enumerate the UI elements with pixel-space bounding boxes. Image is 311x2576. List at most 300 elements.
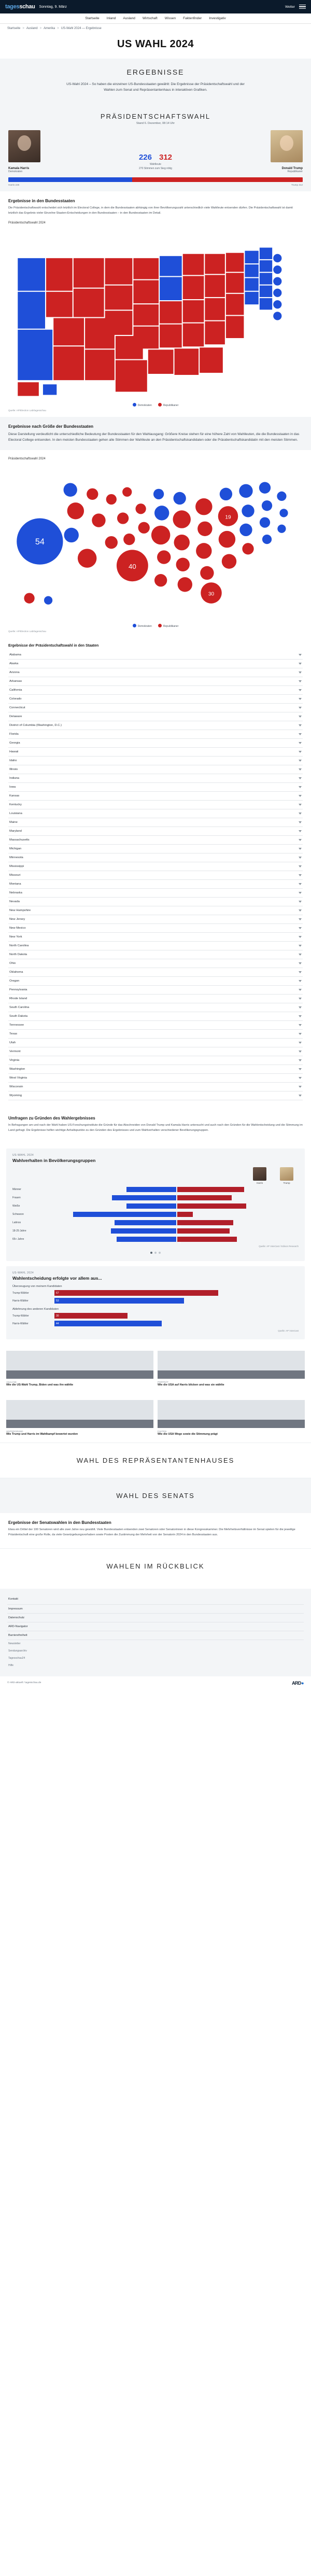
chevron-down-icon	[299, 945, 302, 947]
state-label: New Hampshire	[9, 908, 31, 912]
states-accordion-title: Ergebnisse der Präsidentschaftswahl in den Staaten	[8, 643, 99, 648]
chart1-row-2	[12, 1203, 299, 1209]
state-row-hawaii[interactable]	[8, 748, 303, 757]
site-footer	[0, 1589, 311, 1676]
state-row-indiana[interactable]	[8, 774, 303, 783]
chevron-down-icon	[299, 962, 302, 964]
chart2-cat-3: Harris-Wähler	[12, 1322, 29, 1325]
chart1-val-t-5: 43	[178, 1233, 181, 1236]
state-label: Kentucky	[9, 803, 22, 806]
teaser-kicker-2: HINTERGRUND	[6, 1430, 23, 1433]
state-row-missouri[interactable]	[8, 871, 303, 880]
breadcrumb-item-1[interactable]: Ausland	[26, 27, 38, 30]
chart1-candidate-headers	[12, 1167, 299, 1184]
state-label: Pennsylvania	[9, 988, 27, 991]
carousel-dot-2[interactable]	[154, 1252, 157, 1254]
chevron-down-icon	[299, 830, 302, 832]
state-row-michigan[interactable]	[8, 845, 303, 853]
chevron-down-icon	[299, 1015, 302, 1017]
teaser-card-1[interactable]	[158, 1351, 305, 1388]
senate-results-title: Ergebnisse der Senatswahlen in den Bundesstaaten	[8, 1520, 111, 1525]
footer-link-label: Kontakt	[8, 1597, 18, 1601]
state-row-rhode-island[interactable]	[8, 995, 303, 1003]
footer-link-0[interactable]	[7, 1594, 304, 1605]
chart1-val-h-1: 53	[112, 1199, 116, 1202]
harris-portrait-image	[8, 130, 40, 162]
state-row-south-carolina[interactable]	[8, 1003, 303, 1012]
chevron-down-icon	[299, 1068, 302, 1070]
bar-label-left: Harris 226	[8, 184, 20, 187]
chart-vote-motivation	[6, 1266, 305, 1339]
state-row-kentucky[interactable]	[8, 801, 303, 809]
state-row-new-mexico[interactable]	[8, 924, 303, 933]
chart2-val-2: 30	[56, 1314, 59, 1318]
carousel-dot-3[interactable]	[159, 1252, 161, 1254]
footer-bottom-bar	[0, 1676, 311, 1690]
state-label: Louisiana	[9, 811, 22, 815]
chart1-val-t-0: 55	[178, 1191, 181, 1194]
state-row-north-carolina[interactable]	[8, 942, 303, 950]
teaser-title-3[interactable]: Wie die USA Wege sowie die Stimmung prägt	[158, 1432, 218, 1436]
teaser-grid-row-1	[0, 1345, 311, 1394]
elector-share-bar	[8, 177, 303, 182]
senate-results-section	[0, 1513, 311, 1548]
state-label: Alabama	[9, 653, 21, 656]
state-label: Alaska	[9, 662, 19, 665]
harris-elector-count: 226	[138, 153, 152, 162]
svg-text:19: 19	[225, 514, 231, 521]
state-label: Washington	[9, 1067, 25, 1071]
chart1-bars-6	[55, 1236, 299, 1242]
map1-label: Präsidentschaftswahl 2024	[8, 221, 46, 225]
tagesschau-logo[interactable]	[5, 4, 35, 10]
teaser-kicker-3: FAKTEN	[158, 1430, 167, 1433]
footer-sublink-2[interactable]: Tagesschau24	[8, 1656, 25, 1660]
polls-intro-text: In Befragungen am und nach der Wahl haben US-Forschungsinstitute die Gründe für das Abschneiden von Donald Trump und Kamala Harris untersucht und auch nach den Gründen für die Wahlentscheidung und die Stimmung im Land gefragt. Die Ergebnisse helfen wichtige Anhaltspunkte zu den Gründen des Ergebnisses und zum Wahlverhalten verschiedener Bevölkerungsgruppen.	[8, 1123, 303, 1132]
state-row-delaware[interactable]	[8, 712, 303, 721]
state-label: Arkansas	[9, 679, 22, 683]
state-row-wyoming[interactable]	[8, 1091, 303, 1100]
legend-republican-label: Republikaner	[163, 404, 179, 408]
header-date-status: Sonntag, 9. März	[39, 5, 67, 9]
us-cartogram-map[interactable]	[8, 463, 303, 620]
state-label: Nebraska	[9, 891, 22, 894]
chevron-down-icon	[299, 892, 302, 894]
teaser-thumb-0	[6, 1351, 153, 1379]
state-row-nebraska[interactable]	[8, 889, 303, 898]
legend-republican	[158, 403, 178, 407]
state-label: Delaware	[9, 715, 22, 718]
carousel-dot-1[interactable]	[150, 1252, 152, 1254]
map1-source: Quelle: AP/Election Lab/tagesschau	[8, 409, 47, 412]
results-intro-text: US-Wahl 2024 – So haben die einzelnen US-Bundesstaaten gewählt: Die Ergebnisse der Präsidentschaftswahl und der Wahlen zum Senat und Repräsentantenhaus in interaktiven Grafiken.	[66, 82, 245, 92]
state-label: Maryland	[9, 829, 22, 833]
state-row-oregon[interactable]	[8, 977, 303, 986]
elector-numbers	[76, 153, 235, 162]
chevron-down-icon	[299, 1077, 302, 1079]
chart2-track-3	[54, 1321, 299, 1326]
main-navigation	[0, 13, 311, 24]
polls-intro-section	[0, 1109, 311, 1144]
nav-item-6[interactable]: Investigativ	[209, 17, 226, 20]
state-row-maine[interactable]	[8, 818, 303, 827]
legend-democrat-label: Demokraten	[137, 404, 152, 408]
chart1-harris-name: Harris	[256, 1182, 263, 1185]
chart2-track-2	[54, 1313, 299, 1319]
chart1-row-0	[12, 1186, 299, 1192]
footer-link-label: Barrierefreiheit	[8, 1633, 27, 1637]
state-row-idaho[interactable]	[8, 757, 303, 765]
state-label: Utah	[9, 1041, 16, 1044]
state-label: Tennessee	[9, 1023, 24, 1027]
bar-label-right: Trump 312	[291, 184, 303, 187]
nav-item-2[interactable]: Ausland	[123, 17, 135, 20]
legend2-republican	[158, 624, 178, 628]
results-heading: ERGEBNISSE	[126, 68, 185, 76]
chart1-val-h-6: 49	[118, 1241, 121, 1244]
chart1-cat-5: 18-29 Jahre	[12, 1229, 26, 1233]
ard-logo-dot: ●	[301, 1680, 304, 1686]
legend-democrat	[133, 403, 152, 407]
candidate-right	[235, 130, 303, 173]
page-title: US WAHL 2024	[117, 38, 194, 50]
results-intro-section	[0, 59, 311, 104]
svg-text:30: 30	[208, 592, 215, 598]
chevron-down-icon	[299, 689, 302, 691]
state-row-minnesota[interactable]	[8, 853, 303, 862]
breadcrumb-sep-1: >	[39, 27, 42, 30]
chevron-down-icon	[299, 777, 302, 779]
chevron-down-icon	[299, 883, 302, 885]
candidate-right-party: Republikaner	[287, 170, 303, 174]
state-label: North Dakota	[9, 953, 27, 956]
us-choropleth-map[interactable]	[8, 227, 303, 400]
chevron-down-icon	[299, 821, 302, 823]
presidential-heading: PRÄSIDENTSCHAFTSWAHL	[100, 113, 211, 121]
chart1-val-h-0: 41	[128, 1191, 131, 1194]
teaser-title-1[interactable]: Wie die USA auf Harris blicken und was sie wählte	[158, 1383, 224, 1387]
state-row-new-hampshire[interactable]	[8, 906, 303, 915]
chevron-down-icon	[299, 1086, 302, 1088]
chart1-val-t-4: 46	[178, 1224, 181, 1227]
chevron-down-icon	[299, 980, 302, 982]
nav-item-0[interactable]: Startseite	[85, 17, 100, 20]
chevron-down-icon	[299, 724, 302, 726]
state-row-west-virginia[interactable]	[8, 1074, 303, 1083]
chart2-bar-2	[54, 1313, 128, 1319]
copyright-text: © ARD-aktuell / tagesschau.de	[7, 1682, 41, 1685]
breadcrumb-sep-2: >	[57, 27, 59, 30]
nav-item-1[interactable]: Inland	[106, 17, 116, 20]
chevron-down-icon	[299, 954, 302, 956]
state-label: Missouri	[9, 873, 21, 877]
ard-logo-text: ARD	[292, 1680, 302, 1686]
chart1-val-t-6: 49	[178, 1241, 181, 1244]
chart1-row-3	[12, 1211, 299, 1217]
breadcrumb-sep-0: >	[22, 27, 24, 30]
state-label: New Jersey	[9, 917, 25, 921]
chevron-down-icon	[299, 733, 302, 735]
state-row-wisconsin[interactable]	[8, 1083, 303, 1091]
map2-label: Präsidentschaftswahl 2024	[8, 457, 46, 461]
teaser-card-0[interactable]	[6, 1351, 153, 1388]
state-label: Ohio	[9, 961, 16, 965]
header-right-group	[285, 5, 306, 9]
state-row-arizona[interactable]	[8, 668, 303, 677]
state-row-alaska[interactable]	[8, 660, 303, 668]
trump-portrait-small	[280, 1167, 293, 1181]
state-label: Texas	[9, 1032, 18, 1035]
legend2-democrat	[133, 624, 152, 628]
chevron-down-icon	[299, 909, 302, 912]
senate-results-text: Etwa ein Drittel der 100 Senatoren wird alle zwei Jahre neu gewählt. Viele Bundesstaaten entsenden zwei Senatoren oder Senatorinnen in diese Kongresskammer. Die Mehrheitsverhältnisse im Senat spielen für die jeweilige Präsidentschaft eine große Rolle, da viele Gesetzgebungsvorhaben sowie Posten die Zustimmung der Mehrheit von der Senatorin 2024 in den Bundesstaaten aus.	[8, 1528, 295, 1537]
chart2-row-2	[12, 1313, 299, 1319]
state-label: District of Columbia (Washington, D.C.)	[9, 723, 62, 727]
electors-label: Wahlleute	[149, 163, 162, 166]
chart1-head-harris	[253, 1167, 266, 1184]
chart2-group1-label: Überzeugung von meinem Kandidaten	[12, 1285, 62, 1289]
review-banner: WAHLEN IM RÜCKBLICK	[0, 1548, 311, 1584]
footer-link-1[interactable]	[7, 1605, 304, 1614]
hamburger-icon[interactable]	[299, 5, 306, 9]
state-label: Vermont	[9, 1049, 21, 1053]
state-row-connecticut[interactable]	[8, 704, 303, 712]
state-row-utah[interactable]	[8, 1039, 303, 1047]
teaser-thumb-1	[158, 1351, 305, 1379]
chevron-down-icon	[299, 804, 302, 806]
state-label: California	[9, 688, 22, 692]
state-label: Kansas	[9, 794, 20, 797]
footer-link-label: ARD-Navigator	[8, 1625, 28, 1628]
footer-sublink-0[interactable]: Newsletter	[8, 1642, 21, 1645]
elector-counts	[76, 153, 235, 173]
state-label: Colorado	[9, 697, 22, 701]
state-label: Virginia	[9, 1058, 20, 1062]
candidate-left-party: Demokraten	[8, 170, 23, 174]
chevron-down-icon	[299, 936, 302, 938]
teaser-title-2[interactable]: Wie Trump und Harris im Wahlkampf bewertet wurden	[6, 1432, 78, 1436]
state-row-oklahoma[interactable]	[8, 968, 303, 977]
breadcrumb-item-2[interactable]: Amerika	[44, 27, 55, 30]
chart2-bar-3	[54, 1321, 162, 1326]
chart1-cat-2: Weiße	[12, 1204, 20, 1208]
state-row-north-dakota[interactable]	[8, 950, 303, 959]
map-section-cartogram	[0, 450, 311, 637]
chart1-bars-2	[55, 1203, 299, 1209]
map2-description: Diese Darstellung verdeutlicht die unterschiedliche Bedeutung der Bundesstaaten für den Wahlausgang: Größere Kreise stehen für eine höhere Zahl von Wahlleuten, die die Bundesstaaten in das Electoral College entsenden. In den meisten Bundesstaaten gehen alle Stimmen der Wahlleute an den Präsidentschaftskandidaten oder die Präsidentschaftskandidatin mit den meisten Stimmen.	[8, 432, 300, 442]
chevron-down-icon	[299, 1033, 302, 1035]
chart2-bar-0	[54, 1290, 218, 1296]
state-label: Wyoming	[9, 1094, 22, 1097]
chevron-down-icon	[299, 874, 302, 876]
state-row-florida[interactable]	[8, 730, 303, 739]
ard-logo[interactable]	[292, 1681, 304, 1686]
state-label: Hawaii	[9, 750, 19, 753]
state-label: Indiana	[9, 776, 20, 780]
teaser-thumb-2	[6, 1400, 153, 1428]
state-row-alabama[interactable]	[8, 651, 303, 660]
state-row-california[interactable]	[8, 686, 303, 695]
footer-link-2[interactable]	[7, 1614, 304, 1622]
chart1-cat-1: Frauen	[12, 1196, 21, 1199]
footer-link-label: Impressum	[8, 1607, 23, 1611]
chevron-down-icon	[299, 971, 302, 973]
state-row-tennessee[interactable]	[8, 1021, 303, 1030]
chevron-down-icon	[299, 1051, 302, 1053]
chevron-down-icon	[299, 1006, 302, 1009]
chevron-down-icon	[299, 760, 302, 762]
footer-sublink-1[interactable]: Sendungsarchiv	[8, 1649, 27, 1653]
presidential-timestamp: Stand 6. Dezember, 08:14 Uhr	[136, 122, 175, 125]
elector-bar-caption	[0, 182, 311, 191]
chart2-row-0	[12, 1290, 299, 1296]
chart2-row-1	[12, 1298, 299, 1304]
footer-link-4[interactable]	[7, 1631, 304, 1640]
weather-link[interactable]: Wetter	[285, 5, 295, 9]
breadcrumb	[0, 24, 311, 31]
trump-portrait-image	[271, 130, 303, 162]
chart1-bars-0	[55, 1186, 299, 1192]
teaser-kicker-0: ANALYSE	[6, 1381, 17, 1384]
chevron-down-icon	[299, 680, 302, 682]
state-row-arkansas[interactable]	[8, 677, 303, 686]
map2-title: Ergebnisse nach Größe der Bundesstaaten	[8, 424, 94, 429]
chevron-down-icon	[299, 698, 302, 700]
state-label: Iowa	[9, 785, 16, 789]
chart1-head-trump	[280, 1167, 293, 1184]
chart2-cat-1: Harris-Wähler	[12, 1299, 29, 1303]
legend2-democrat-label: Demokraten	[137, 624, 152, 628]
carousel-dots[interactable]	[12, 1252, 299, 1254]
chart1-cat-4: Latinos	[12, 1221, 21, 1224]
state-row-south-dakota[interactable]	[8, 1012, 303, 1021]
breadcrumb-item-0[interactable]: Startseite	[7, 27, 21, 30]
state-row-ohio[interactable]	[8, 959, 303, 968]
nav-item-4[interactable]: Wissen	[164, 17, 176, 20]
chart1-val-t-1: 45	[178, 1199, 181, 1202]
state-row-colorado[interactable]	[8, 695, 303, 704]
chevron-down-icon	[299, 989, 302, 991]
chevron-down-icon	[299, 901, 302, 903]
teaser-title-0[interactable]: Wie die US-Wahl Trump, Biden und was ihn wählte	[6, 1383, 74, 1387]
teaser-card-3[interactable]	[158, 1400, 305, 1437]
state-row-washington[interactable]	[8, 1065, 303, 1074]
chart2-source: Quelle: AP VoteCast	[278, 1329, 299, 1333]
state-label: New York	[9, 935, 22, 939]
state-label: Nevada	[9, 900, 20, 903]
chart1-trump-name: Trump	[283, 1182, 290, 1185]
chart1-cat-6: 65+ Jahre	[12, 1237, 24, 1241]
state-label: Rhode Island	[9, 997, 27, 1000]
trump-elector-count: 312	[159, 153, 173, 162]
chart1-val-h-4: 51	[115, 1224, 118, 1227]
state-row-new-jersey[interactable]	[8, 915, 303, 924]
state-label: South Carolina	[9, 1005, 30, 1009]
footer-link-label: Datenschutz	[8, 1616, 25, 1619]
chart1-bars-3	[55, 1211, 299, 1217]
state-row-montana[interactable]	[8, 880, 303, 889]
state-row-pennsylvania[interactable]	[8, 986, 303, 995]
state-label: Connecticut	[9, 706, 25, 709]
map2-source: Quelle: AP/Election Lab/tagesschau	[8, 629, 47, 633]
map-section-states	[0, 191, 311, 417]
state-row-maryland[interactable]	[8, 827, 303, 836]
chevron-down-icon	[299, 768, 302, 771]
candidate-right-name: Donald Trump	[281, 167, 303, 171]
state-row-mississippi[interactable]	[8, 862, 303, 871]
chevron-down-icon	[299, 707, 302, 709]
legend2-republican-label: Republikaner	[163, 624, 179, 628]
presidential-hero	[0, 104, 311, 191]
state-row-georgia[interactable]	[8, 739, 303, 748]
chart1-val-t-3: 13	[178, 1216, 181, 1219]
polls-heading: Umfragen zu Gründen des Wahlergebnisses	[8, 1115, 95, 1121]
svg-text:40: 40	[129, 563, 136, 571]
chevron-down-icon	[299, 786, 302, 788]
teaser-card-2[interactable]	[6, 1400, 153, 1437]
state-label: Illinois	[9, 767, 18, 771]
state-row-iowa[interactable]	[8, 783, 303, 792]
chart1-title: Wahlverhalten in Bevölkerungsgruppen	[12, 1158, 96, 1164]
map1-legend	[8, 403, 303, 407]
state-label: South Dakota	[9, 1014, 28, 1018]
chart1-row-4	[12, 1220, 299, 1225]
teaser-thumb-3	[158, 1400, 305, 1428]
state-label: Mississippi	[9, 864, 24, 868]
state-label: Oregon	[9, 979, 20, 983]
state-row-vermont[interactable]	[8, 1047, 303, 1056]
chart1-bars-1	[55, 1195, 299, 1200]
chart1-bars-5	[55, 1228, 299, 1234]
chevron-down-icon	[299, 865, 302, 867]
chevron-down-icon	[299, 1042, 302, 1044]
chevron-down-icon	[299, 795, 302, 797]
state-label: Minnesota	[9, 856, 23, 859]
state-row-massachusetts[interactable]	[8, 836, 303, 845]
state-row-kansas[interactable]	[8, 792, 303, 801]
teaser-kicker-1: PORTRÄT	[158, 1381, 168, 1384]
state-row-louisiana[interactable]	[8, 809, 303, 818]
candidate-left-name: Kamala Harris	[8, 167, 30, 171]
chevron-down-icon	[299, 857, 302, 859]
majority-note: 270 Stimmen zum Sieg nötig	[139, 167, 172, 171]
nav-item-3[interactable]: Wirtschaft	[142, 17, 158, 20]
footer-link-3[interactable]	[7, 1622, 304, 1631]
chart1-source: Quelle: AP VoteCast / Edison Research	[259, 1245, 299, 1248]
chart1-val-h-3: 85	[74, 1216, 77, 1219]
state-row-dc[interactable]	[8, 721, 303, 730]
senate-election-banner: WAHL DES SENATS	[0, 1478, 311, 1513]
state-row-new-york[interactable]	[8, 933, 303, 942]
chevron-down-icon	[299, 998, 302, 1000]
chevron-down-icon	[299, 927, 302, 929]
state-row-texas[interactable]	[8, 1030, 303, 1039]
elector-bar-democrat	[8, 177, 132, 182]
state-row-virginia[interactable]	[8, 1056, 303, 1065]
state-row-illinois[interactable]	[8, 765, 303, 774]
chevron-down-icon	[299, 663, 302, 665]
state-label: West Virginia	[9, 1076, 27, 1080]
nav-item-5[interactable]: Faktenfinder	[183, 17, 202, 20]
state-label: Montana	[9, 882, 21, 886]
chart2-val-0: 67	[56, 1291, 59, 1295]
map-section-cartogram-intro	[0, 417, 311, 450]
footer-sublink-3[interactable]: Hilfe	[8, 1663, 14, 1667]
chevron-down-icon	[299, 1059, 302, 1061]
state-row-nevada[interactable]	[8, 898, 303, 906]
map1-description: Die Präsidentschaftswahl entscheidet sich letztlich im Electoral College, in dem die Bundesstaaten abhängig von ihrer Bevölkerungszahl unterschiedlich viele Wahlleute entsenden dürfen. Die Präsidentschaftswahl ist damit letztlich das Ergebnis vieler Einzelne-Staaten-Entscheidungen in den Bundesstaaten – in den Bundesstaaten im Detail.	[8, 206, 293, 215]
state-label: Oklahoma	[9, 970, 23, 974]
